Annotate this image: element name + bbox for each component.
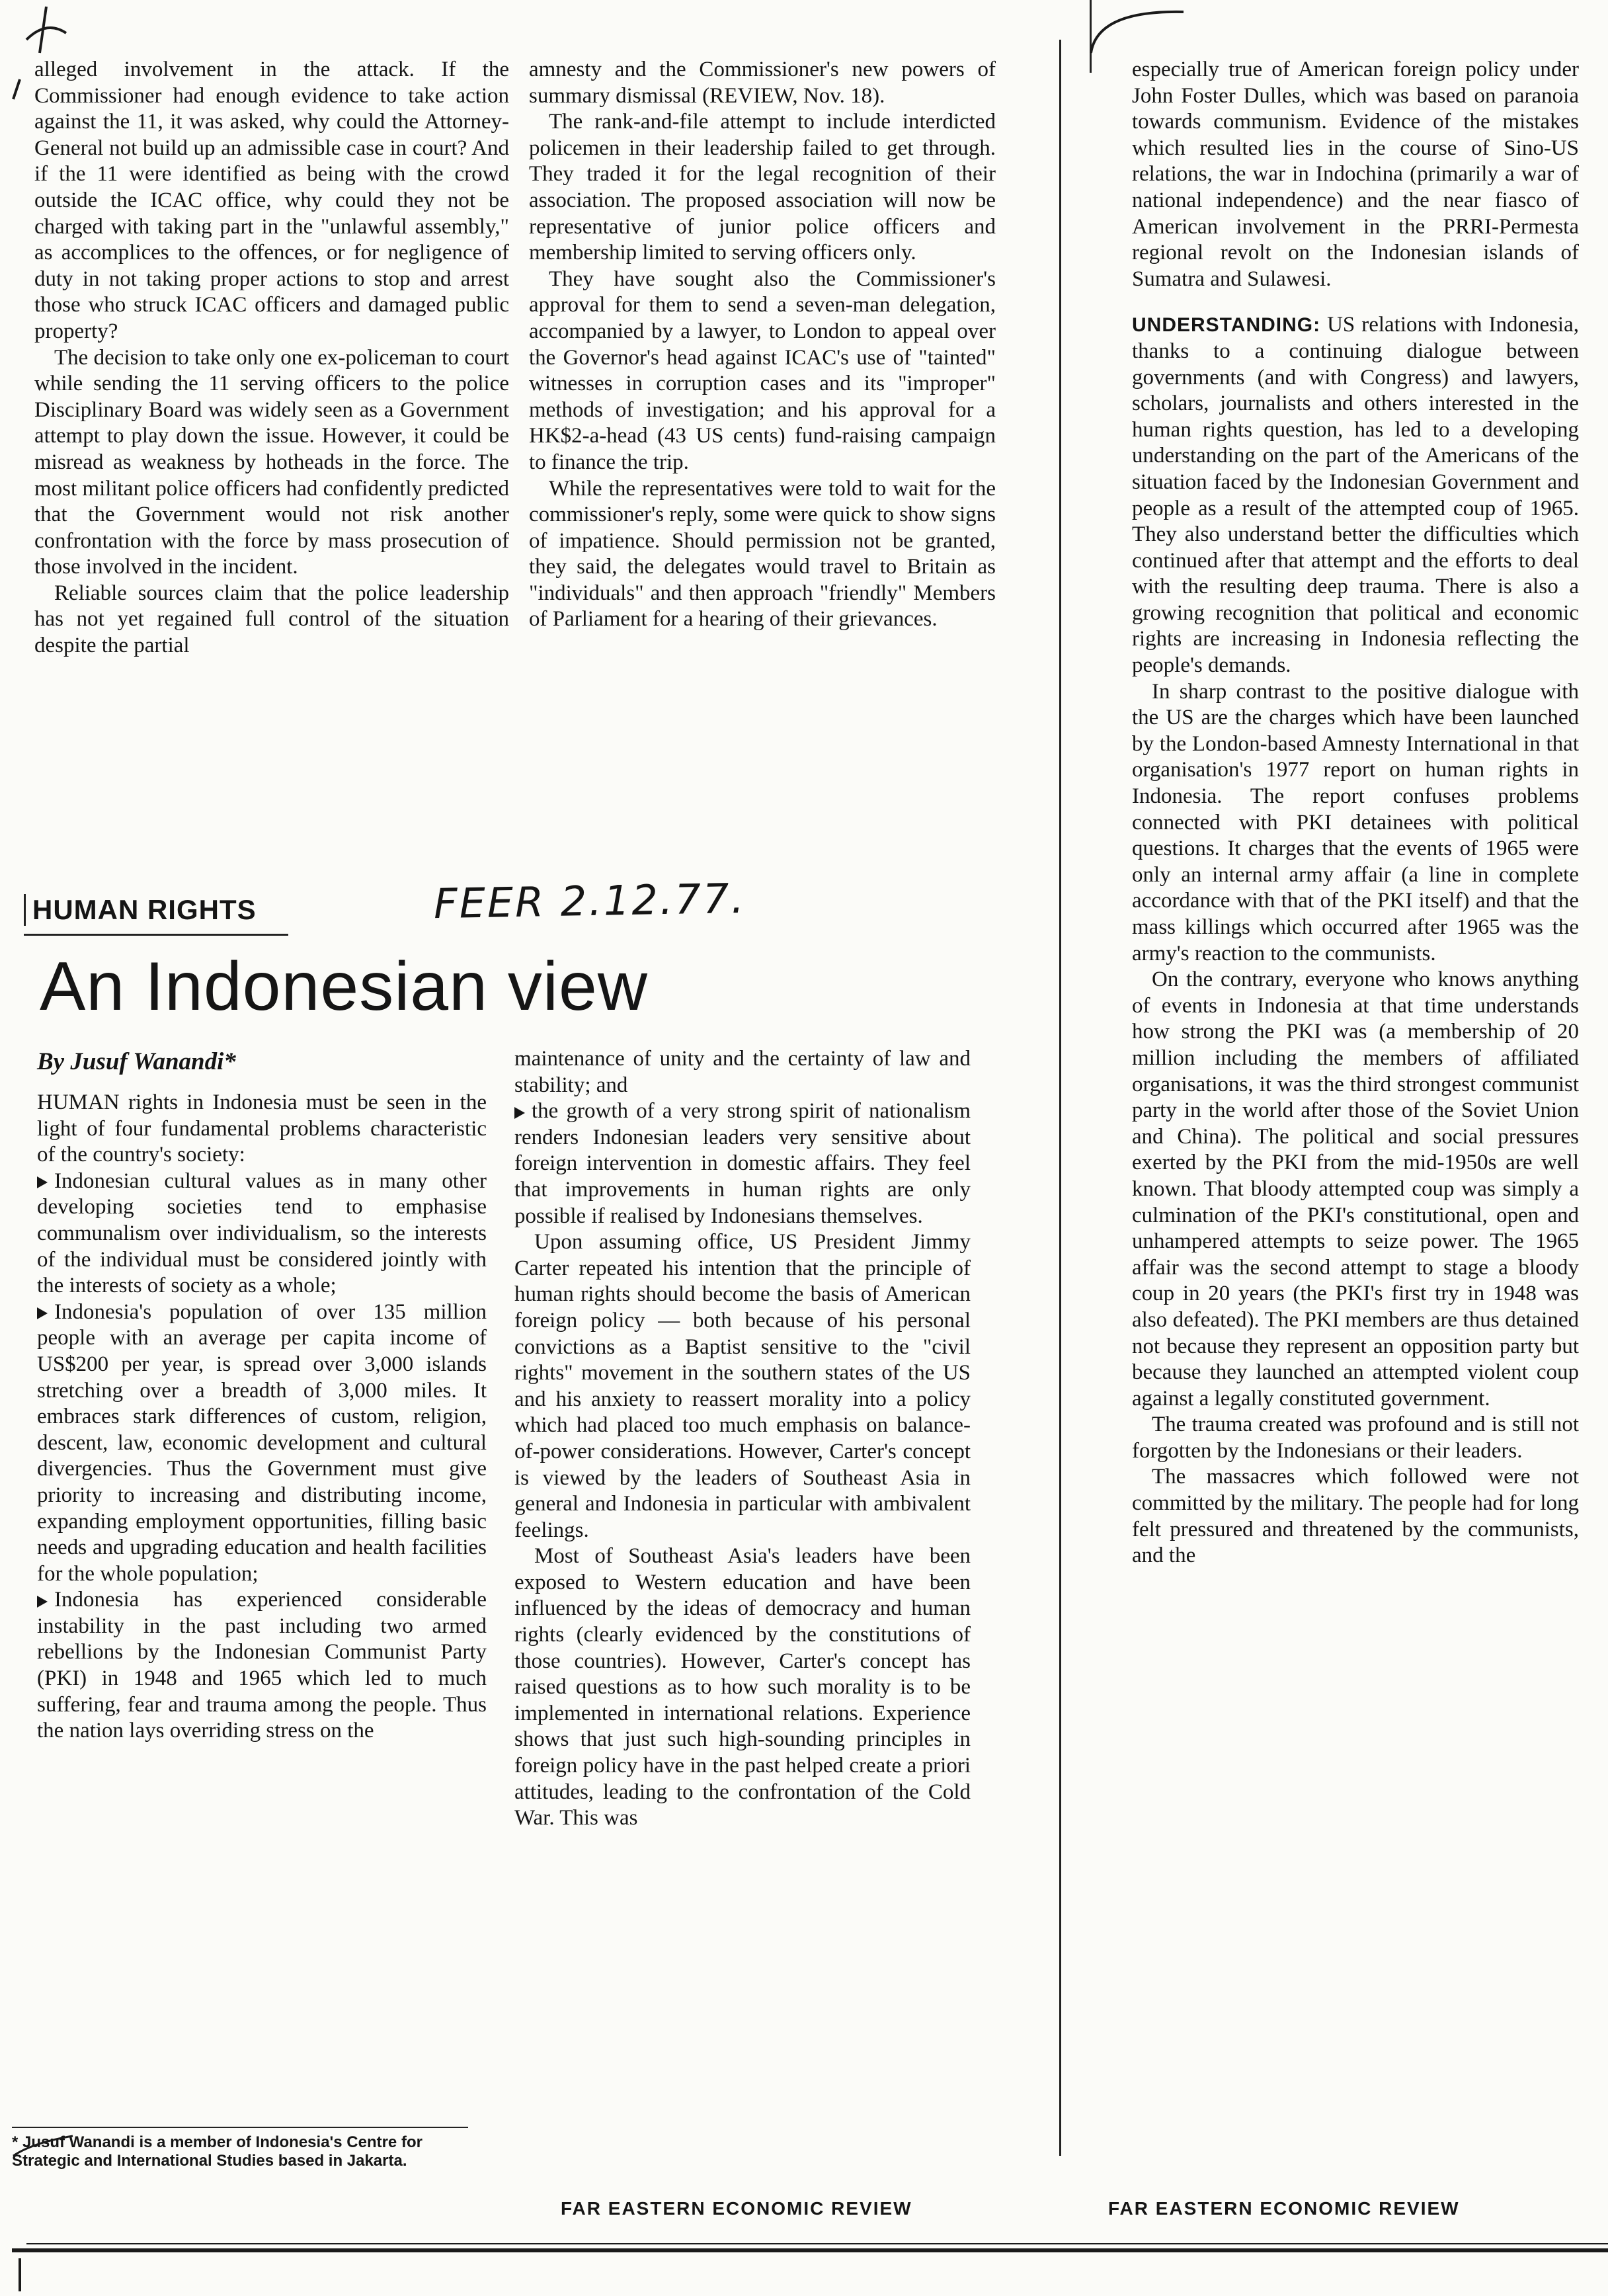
triangle-bullet-icon	[37, 1176, 48, 1188]
paragraph: The massacres which followed were not committed by the military. The people had for long felt pressured and threatened by the communists, and the	[1132, 1465, 1579, 1568]
paragraph: Upon assuming office, US President Jimmy Carter repeated his intention that the principle of human rights should become the basis of American foreign policy — both because of his personal convictions as a Baptist sensitive to the "civil rights" movement in the southern states of the US and his anxiety to reassert morality into a policy which had placed too much emphasis on balance-of-power considerations. However, Carter's concept is viewed by the leaders of Southeast Asia in general and Indonesia in particular with ambivalent feelings.	[514, 1230, 971, 1542]
paragraph: especially true of American foreign policy under John Foster Dulles, which was based on paranoia towards communism. Evidence of the mistakes which resulted lies in the course of Sino-US relations, the war in Indochina (primarily a war of national independence) and the near fiasco of American involvement in the PRRI-Permesta regional revolt on the Indonesian islands of Sumatra and Sulawesi.	[1132, 58, 1579, 291]
paragraph: HUMAN rights in Indonesia must be seen in the light of four fundamental problems characteristic of the country's society:	[37, 1090, 487, 1167]
bullet-item: the growth of a very strong spirit of nationalism renders Indonesian leaders very sensitive about foreign intervention in domestic affairs. They feel that improvements in human rights are only possible if realised by Indonesians themselves.	[514, 1099, 971, 1228]
body-column-2	[514, 1046, 971, 1832]
paragraph: In sharp contrast to the positive dialogue with the US are the charges which have been launched by the London-based Amnesty International in that organisation's 1977 report on human rights in Indonesia. The report confuses problems connected with PKI detainees with political questions. It charges that the events of 1965 were only an internal army affair (a line in complete accordance with that of the PKI itself) and that the mass killings which occurred after 1965 was the army's reaction to the communists.	[1132, 679, 1579, 965]
scan-mark-icon	[13, 2255, 66, 2295]
body-column-1	[37, 1090, 487, 1744]
handwritten-note: FEER 2.12.77.	[433, 874, 746, 928]
paragraph: alleged involvement in the attack. If the Commissioner had enough evidence to take action against the 11, it was asked, why could the Attorney-General not build up an admissible case in court? And if the 11 were identified as being with the crowd outside the ICAC office, why could they not be charged with taking part in the "unlawful assembly," as accomplices to the offences, or for negligence of duty in not taking proper actions to stop and arrest those who struck ICAC officers and damaged public property?	[34, 58, 509, 343]
footnote: * Jusuf Wanandi is a member of Indonesia's Centre for Strategic and International Studies based in Jakarta.	[12, 2127, 468, 2170]
paragraph: Most of Southeast Asia's leaders have been exposed to Western education and have been influenced by the ideas of democracy and human rights (clearly evidenced by the constitutions of those countries). However, Carter's concept has raised questions as to how such morality is to be implemented in international relations. Experience shows that just such high-sounding principles in foreign policy have in the past helped create a priori attitudes, leading to the confrontation of the Cold War. This was	[514, 1544, 971, 1830]
footer-right: FAR EASTERN ECONOMIC REVIEW	[1108, 2198, 1460, 2219]
scan-mark-icon	[0, 0, 145, 112]
page-bottom-rule	[12, 2248, 1608, 2252]
paragraph: On the contrary, everyone who knows anything of events in Indonesia at that time understands how strong the PKI was (a membership of 20 million including the members of affiliated organisations, it was the third strongest communist party in the world after those of the Soviet Union and China). The political and social pressures exerted by the PKI from the mid-1950s are well known. That bloody attempted coup was simply a culmination of the PKI's constitutional, open and unhampered attempts to seize power. The 1965 affair was the second attempt to stage a bloody coup in 20 years (the PKI's first try in 1948 was also defeated). The PKI members are thus detained not because they represent an opposition party but because they launched an attempted violent coup against a legally constituted government.	[1132, 967, 1579, 1411]
paragraph: maintenance of unity and the certainty of law and stability; and	[514, 1047, 971, 1097]
scan-mark-icon	[7, 2116, 86, 2169]
paragraph: They have sought also the Commissioner's approval for them to send a seven-man delegation, accompanied by a lawyer, to London to appeal over the Governor's head against ICAC's use of "tainted" witnesses in corruption cases and its "improper" methods of investigation; and his approval for a HK$2-a-head (43 US cents) fund-raising campaign to finance the trip.	[529, 266, 996, 474]
bullet-item: Indonesia has experienced considerable instability in the past including two armed rebellions by the Indonesian Communist Party (PKI) in 1948 and 1965 which led to much suffering, fear and trauma among the people. Thus the nation lays overriding stress on the	[37, 1588, 487, 1743]
top-column-1	[34, 57, 509, 659]
triangle-bullet-icon	[37, 1307, 48, 1319]
paragraph: The trauma created was profound and is still not forgotten by the Indonesians or their leaders.	[1132, 1413, 1579, 1463]
section-rule	[24, 934, 288, 936]
scan-mark-icon	[1084, 0, 1217, 60]
paragraph: Reliable sources claim that the police leadership has not yet regained full control of the situation despite the partial	[34, 581, 509, 658]
top-column-2	[529, 57, 996, 633]
paragraph: The decision to take only one ex-policeman to court while sending the 11 serving officers to the police Disciplinary Board was widely seen as a Government attempt to play down the issue. However, it could be misread as weakness by hotheads in the force. The most militant police officers had confidently predicted that the Government would not risk another confrontation with the force by mass prosecution of those involved in the incident.	[34, 345, 509, 579]
byline: By Jusuf Wanandi*	[37, 1048, 236, 1075]
right-column	[1132, 57, 1579, 1569]
footer-left: FAR EASTERN ECONOMIC REVIEW	[561, 2198, 912, 2219]
paragraph: The rank-and-file attempt to include interdicted policemen in their leadership failed to get through. They traded it for the legal recognition of their association. The proposed association will now be representative of junior police officers and membership limited to serving officers only.	[529, 110, 996, 265]
subhead: UNDERSTANDING:	[1132, 314, 1321, 337]
paragraph: UNDERSTANDING: US relations with Indonesia, thanks to a continuing dialogue between governments (and with Congress) and lawyers, scholars, journalists and others interested in the human rights question, has led to a developing understanding on the part of the Americans of the situation faced by the Indonesian Government and people as a result of the attempted coup of 1965. They also understand better the difficulties which continued after that attempt and the efforts to deal with the resulting deep trauma. There is also a growing recognition that political and economic rights are increasing in Indonesia reflecting the people's demands.	[1132, 313, 1580, 678]
triangle-bullet-icon	[514, 1107, 525, 1119]
paragraph: While the representatives were told to wait for the commissioner's reply, some were quick to show signs of impatience. Should permission not be granted, they said, the delegates would travel to Britain as "individuals" and then approach "friendly" Members of Parliament for a hearing of their grievances.	[529, 476, 996, 632]
page-bottom-rule-thin	[26, 2243, 1608, 2244]
triangle-bullet-icon	[37, 1596, 48, 1608]
section-label: HUMAN RIGHTS	[24, 894, 257, 926]
bullet-item: Indonesian cultural values as in many other developing societies tend to emphasise communalism over individualism, so the interests of the individual must be considered jointly with the interests of society as a whole;	[37, 1168, 487, 1298]
paragraph: amnesty and the Commissioner's new powers of summary dismissal (REVIEW, Nov. 18).	[529, 58, 996, 108]
bullet-item: Indonesia's population of over 135 million people with an average per capita income of US$200 per year, is spread over 3,000 islands stretching over a breadth of 3,000 miles. It embraces stark differences of custom, religion, descent, law, economic development and cultural divergencies. Thus the Government must give priority to increasing and distributing income, expanding employment opportunities, filling basic needs and upgrading education and health facilities for the whole population;	[37, 1299, 487, 1586]
headline: An Indonesian view	[40, 948, 648, 1025]
column-divider	[1059, 40, 1061, 2156]
